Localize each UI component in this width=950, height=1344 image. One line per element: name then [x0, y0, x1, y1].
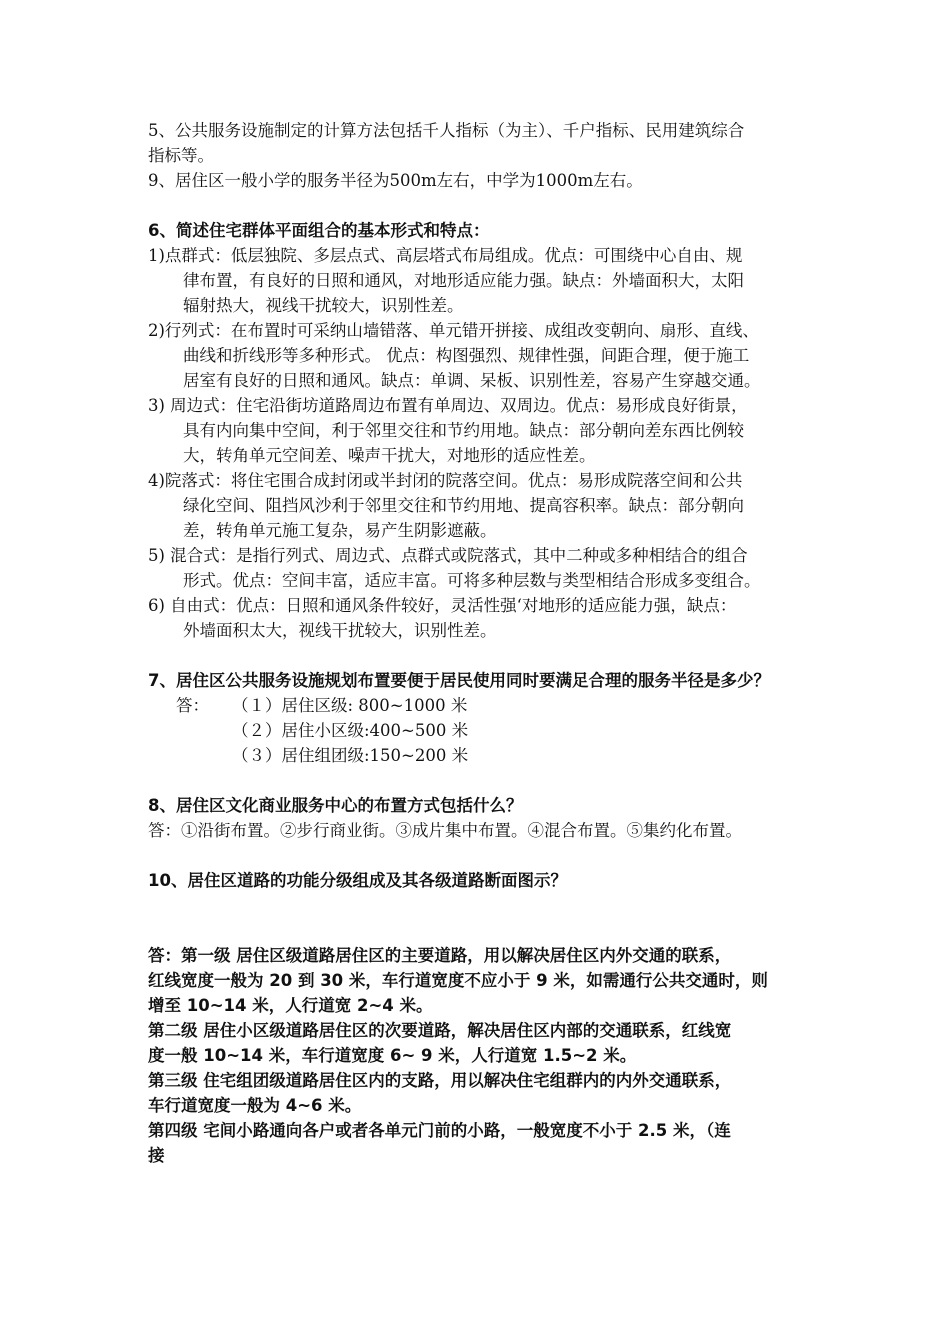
- text-line: 指标等。: [148, 146, 214, 165]
- text-line: 居室有良好的日照和通风。缺点：单调、呆板、识别性差，容易产生穿越交通。: [183, 371, 761, 390]
- section-heading: 7、居住区公共服务设施规划布置要便于居民使用同时要满足合理的服务半径是多少？: [148, 671, 770, 690]
- text-line: 5、公共服务设施制定的计算方法包括千人指标（为主）、千户指标、民用建筑综合: [148, 121, 745, 140]
- list-item: （２）居住小区级:400~500 米: [232, 721, 469, 740]
- text-line: 答：①沿街布置。②步行商业街。③成片集中布置。④混合布置。⑤集约化布置。: [148, 821, 742, 840]
- text-line: 度一般 10~14 米，车行道宽度 6~ 9 米，人行道宽 1.5~2 米。: [148, 1046, 637, 1065]
- text-line: 辐射热大，视线干扰较大，识别性差。: [183, 296, 464, 315]
- text-line: 第二级 居住小区级道路居住区的次要道路，解决居住区内部的交通联系，红线宽: [148, 1021, 732, 1040]
- text-line: 律布置，有良好的日照和通风，对地形适应能力强。缺点：外墙面积大，太阳: [183, 271, 744, 290]
- list-item: （３）居住组团级:150~200 米: [232, 746, 469, 765]
- text-line: 红线宽度一般为 20 到 30 米，车行道宽度不应小于 9 米，如需通行公共交通时，则: [148, 971, 768, 990]
- text-line: 接: [148, 1146, 165, 1165]
- section-heading: 6、简述住宅群体平面组合的基本形式和特点：: [148, 221, 490, 240]
- text-line: 5) 混合式：是指行列式、周边式、点群式或院落式，其中二种或多种相结合的组合: [148, 546, 748, 565]
- text-line: 第四级 宅间小路通向各户或者各单元门前的小路，一般宽度不小于 2.5 米，（连: [148, 1121, 731, 1140]
- text-line: 曲线和折线形等多种形式。 优点：构图强烈、规律性强，间距合理，便于施工: [183, 346, 750, 365]
- list-item: （１）居住区级: 800~1000 米: [232, 696, 468, 715]
- text-line: 具有内向集中空间，利于邻里交往和节约用地。缺点：部分朝向差东西比例较: [183, 421, 744, 440]
- text-line: 车行道宽度一般为 4~6 米。: [148, 1096, 362, 1115]
- section-heading: 8、居住区文化商业服务中心的布置方式包括什么？: [148, 796, 523, 815]
- text-line: 9、居住区一般小学的服务半径为500m左右，中学为1000m左右。: [148, 171, 643, 190]
- text-line: 差，转角单元施工复杂，易产生阴影遮蔽。: [183, 521, 497, 540]
- section-heading: 10、居住区道路的功能分级组成及其各级道路断面图示？: [148, 871, 567, 890]
- text-line: 4)院落式：将住宅围合成封闭或半封闭的院落空间。优点：易形成院落空间和公共: [148, 471, 743, 490]
- text-line: 第三级 住宅组团级道路居住区内的支路，用以解决住宅组群内的内外交通联系，: [148, 1071, 732, 1090]
- text-line: 3) 周边式：住宅沿街坊道路周边布置有单周边、双周边。优点：易形成良好街景，: [148, 396, 748, 415]
- text-line: 6) 自由式：优点：日照和通风条件较好，灵活性强‘对地形的适应能力强，缺点：: [148, 596, 737, 615]
- text-line: 2)行列式：在布置时可采纳山墙错落、单元错开拼接、成组改变朝向、扇形、直线、: [148, 321, 759, 340]
- text-line: 1)点群式：低层独院、多层点式、高层塔式布局组成。优点：可围绕中心自由、规: [148, 246, 743, 265]
- text-line: 形式。优点：空间丰富，适应丰富。可将多种层数与类型相结合形成多变组合。: [183, 571, 761, 590]
- text-line: 增至 10~14 米，人行道宽 2~4 米。: [148, 996, 433, 1015]
- text-line: 答：第一级 居住区级道路居住区的主要道路，用以解决居住区内外交通的联系，: [148, 946, 732, 965]
- text-line: 大，转角单元空间差、噪声干扰大，对地形的适应性差。: [183, 446, 596, 465]
- text-line: 外墙面积太大，视线干扰较大，识别性差。: [183, 621, 497, 640]
- answer-label: 答：: [176, 696, 209, 715]
- text-line: 绿化空间、阻挡风沙利于邻里交往和节约用地、提高容积率。缺点：部分朝向: [183, 496, 744, 515]
